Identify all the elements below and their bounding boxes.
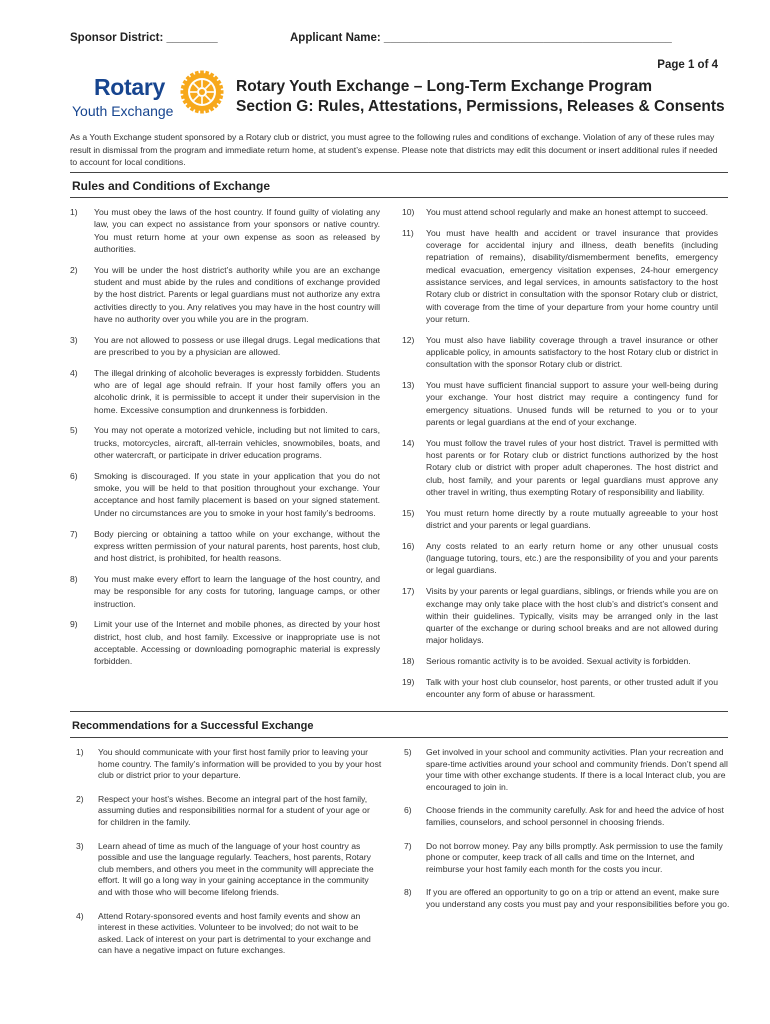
rule-item bbox=[70, 528, 380, 565]
item-text: Smoking is discouraged. If you state in your application that you do not smoke, you will be held to that position throughout your exchange. Your acceptance and host family placement is based on your signed statement. Under no circumstances are you to smoke in your host family’s bedrooms. bbox=[94, 470, 380, 518]
rule-item bbox=[402, 437, 718, 498]
divider bbox=[70, 737, 728, 738]
item-number: 8) bbox=[70, 573, 78, 584]
item-text: Serious romantic activity is to be avoided. Sexual activity is forbidden. bbox=[426, 656, 691, 667]
item-text: Body piercing or obtaining a tattoo while on your exchange, without the express written permission of your natural parents, host parents, host club, and host district, is prohibited, for health reasons. bbox=[94, 528, 380, 564]
rule-item bbox=[402, 379, 718, 428]
item-text: You must also have liability coverage through a travel insurance or other applicable policy, in amounts satisfactory to the host Rotary club or district in consultation with the sponsor Rotary club or district. bbox=[426, 334, 718, 370]
item-number: 7) bbox=[404, 840, 412, 851]
item-number: 4) bbox=[76, 910, 84, 921]
rule-item bbox=[70, 334, 380, 359]
item-text: You are not allowed to possess or use illegal drugs. Legal medications that are prescribed to you by a physician are allowed. bbox=[94, 334, 380, 357]
rule-item bbox=[70, 424, 380, 461]
rules-right-column bbox=[402, 206, 718, 709]
recommendation-item bbox=[404, 887, 730, 910]
item-number: 16) bbox=[402, 540, 415, 551]
logo-rotary-text: Rotary bbox=[94, 74, 166, 100]
item-text: You must have health and accident or travel insurance that provides coverage for accidental injury and illness, death benefits (including repatriation of remains), disability/dismemberment benefits, emergency medical evacuation, emergency visitation expenses, 24-hour emergency assistance services, and legal services, in amounts satisfactory to the host Rotary club or district in consultation with the sponsor Rotary club or district, with coverage from the time of your departure from your home country until your return. bbox=[426, 227, 718, 324]
item-text: Learn ahead of time as much of the language of your host country as possible and use the language regularly. Teachers, host parents, Rotary club members, and others you meet in the community will appreciate the effort. It will go a long way in your gaining acceptance in the community and with those who will become lifelong friends. bbox=[98, 840, 374, 897]
item-number: 17) bbox=[402, 586, 415, 597]
rule-item bbox=[402, 206, 718, 218]
item-text: Get involved in your school and community activities. Plan your recreation and spare-time activities around your school and community friends. Don’t spend all your time with other exchange students. If there is a local Interact club, you are encouraged to join in. bbox=[426, 747, 728, 792]
rule-item bbox=[70, 206, 380, 255]
rule-item bbox=[402, 334, 718, 371]
rules-heading: Rules and Conditions of Exchange bbox=[72, 179, 271, 193]
rule-item bbox=[70, 470, 380, 519]
recommendation-item bbox=[404, 747, 730, 793]
item-number: 15) bbox=[402, 507, 415, 518]
item-number: 9) bbox=[70, 619, 78, 630]
rules-left-column bbox=[70, 206, 380, 676]
item-text: You must make every effort to learn the language of the host country, and may be responsible for any costs for tutoring, language camps, or other instruction. bbox=[94, 573, 380, 609]
item-number: 10) bbox=[402, 207, 415, 217]
title-line-2: Section G: Rules, Attestations, Permissions, Releases & Consents bbox=[236, 98, 725, 115]
rule-item bbox=[70, 367, 380, 416]
item-text: Any costs related to an early return home or any other unusual costs (language tutoring, tours, etc.) are the responsibility of you and your parents or legal guardians. bbox=[426, 540, 718, 576]
title-line-1: Rotary Youth Exchange – Long-Term Exchange Program bbox=[236, 78, 653, 95]
item-text: The illegal drinking of alcoholic beverages is expressly forbidden. Students who are of legal age should refrain. If your host family offers you an alcoholic drink, it is permissible to accept it under their supervision in the home. Excessive consumption and drunkenness is forbidden. bbox=[94, 367, 380, 415]
item-number: 4) bbox=[70, 367, 78, 378]
item-number: 13) bbox=[402, 380, 415, 391]
recommendations-right-column bbox=[404, 747, 730, 923]
rule-item bbox=[402, 540, 718, 577]
item-number: 11) bbox=[402, 227, 414, 238]
recommendations-left-column bbox=[76, 747, 382, 969]
item-number: 8) bbox=[404, 887, 412, 898]
item-text: Do not borrow money. Pay any bills promptly. Ask permission to use the family phone or computer, keep track of all calls and time on the Internet, and reimburse your host family each month for the costs you incur. bbox=[426, 840, 723, 874]
item-text: You must have sufficient financial support to assure your well-being during your exchange. Your host district may require a contingency fund for emergency situations. Unused funds will be returned to you or to your parents or legal guardians at the end of your exchange. bbox=[426, 380, 718, 427]
item-number: 18) bbox=[402, 656, 415, 667]
item-text: You will be under the host district’s authority while you are an exchange student and must abide by the rules and conditions of exchange provided by the host district. Parents or legal guardians must not authorize any extra activities directly to you. Any relatives you may have in the host country will have no authority over you while you are in the program. bbox=[94, 264, 380, 324]
rule-item bbox=[70, 264, 380, 325]
recommendation-item bbox=[76, 747, 382, 782]
item-number: 5) bbox=[70, 425, 78, 436]
rule-item bbox=[402, 676, 718, 701]
logo-youth-exchange-text: Youth Exchange bbox=[72, 103, 174, 119]
recommendation-item bbox=[404, 805, 730, 828]
item-number: 1) bbox=[70, 207, 78, 217]
item-number: 2) bbox=[70, 264, 78, 275]
item-text: You must obey the laws of the host country. If found guilty of violating any law, you can expect no assistance from your sponsors or native country. You must return home at your own expense as soon as released by authorities. bbox=[94, 207, 380, 254]
divider bbox=[70, 197, 728, 198]
item-number: 12) bbox=[402, 334, 415, 345]
recommendations-heading: Recommendations for a Successful Exchange bbox=[72, 720, 314, 732]
item-text: Attend Rotary-sponsored events and host family events and show an interest in these activities. Volunteer to be involved; do not wait to be asked. Lack of interest on your part is detrimental to your exchange and can have a negative impact on future exchanges. bbox=[98, 910, 371, 956]
item-number: 7) bbox=[70, 528, 78, 539]
recommendation-item bbox=[76, 841, 382, 899]
header-bar bbox=[70, 32, 730, 48]
intro-paragraph: As a Youth Exchange student sponsored by a Rotary club or district, you must agree to the following rules and conditions of exchange. Violation of any of these rules may result in dismissal from the program and immediate return home, at student’s expense. Please note that districts may edit this document or insert additional rules if needed to account for local conditions. bbox=[70, 132, 718, 167]
item-text: If you are offered an opportunity to go on a trip or attend an event, make sure you understand any costs you must pay and your responsibilities before you go. bbox=[426, 887, 730, 909]
item-number: 19) bbox=[402, 677, 415, 687]
applicant-name-field[interactable]: Applicant Name: _____________________________________________ bbox=[290, 32, 672, 44]
rotary-wheel-icon bbox=[178, 68, 226, 116]
item-text: Limit your use of the Internet and mobile phones, as directed by your host district, host club, and host family. Excessive or inappropriate use is not acceptable. Accessing or downloading pornographic material is expressly forbidden. bbox=[94, 619, 380, 667]
item-number: 3) bbox=[70, 334, 78, 345]
rule-item bbox=[402, 227, 718, 325]
item-text: You may not operate a motorized vehicle, including but not limited to cars, trucks, motorcycles, aircraft, all-terrain vehicles, snowmobiles, boats, and other watercraft, or participate in driver education programs. bbox=[94, 425, 380, 461]
rule-item bbox=[402, 507, 718, 532]
divider bbox=[70, 172, 728, 173]
item-number: 6) bbox=[404, 805, 412, 816]
item-text: You should communicate with your first host family prior to leaving your home country. The family’s information will be provided to you by your host club or district prior to your departure. bbox=[98, 747, 382, 781]
recommendation-item bbox=[76, 911, 382, 957]
rule-item bbox=[402, 585, 718, 646]
item-number: 1) bbox=[76, 747, 84, 757]
item-text: Talk with your host club counselor, host parents, or other trusted adult if you encounter any form of abuse or harassment. bbox=[426, 677, 718, 700]
divider bbox=[70, 711, 728, 712]
item-text: Respect your host’s wishes. Become an integral part of the host family, assuming duties and responsibilities normal for a student of your age or for children in the family. bbox=[98, 793, 370, 827]
document-title bbox=[236, 77, 725, 117]
item-text: You must follow the travel rules of your host district. Travel is permitted with host parents or for Rotary club or district functions authorized by the host Rotary club or district with proper adult chaperones. The host district and club, host family, and your parents or legal guardians must approve any other travel in writing, thus exempting Rotary of responsibility and liability. bbox=[426, 437, 718, 497]
recommendation-item bbox=[404, 841, 730, 876]
item-text: Visits by your parents or legal guardians, siblings, or friends while you are on exchange may only take place with the host club’s and district’s consent and within their guidelines. Typically, visits may be arranged only in the last quarter of the exchange or during school breaks and are not allowed during major holidays. bbox=[426, 586, 718, 646]
item-text: Choose friends in the community carefully. Ask for and heed the advice of host families, counselors, and school personnel in choosing friends. bbox=[426, 805, 724, 827]
rotary-logo bbox=[72, 68, 232, 124]
sponsor-district-field[interactable]: Sponsor District: ________ bbox=[70, 32, 218, 44]
page-number: Page 1 of 4 bbox=[657, 59, 718, 71]
rule-item bbox=[70, 573, 380, 610]
item-number: 5) bbox=[404, 747, 412, 757]
recommendation-item bbox=[76, 794, 382, 829]
item-number: 3) bbox=[76, 840, 84, 851]
item-text: You must attend school regularly and make an honest attempt to succeed. bbox=[426, 207, 709, 217]
item-number: 2) bbox=[76, 793, 84, 804]
item-number: 14) bbox=[402, 437, 415, 448]
rule-item bbox=[70, 618, 380, 667]
rule-item bbox=[402, 655, 718, 667]
item-text: You must return home directly by a route mutually agreeable to your host district and your parents or legal guardians. bbox=[426, 507, 718, 531]
item-number: 6) bbox=[70, 470, 78, 481]
